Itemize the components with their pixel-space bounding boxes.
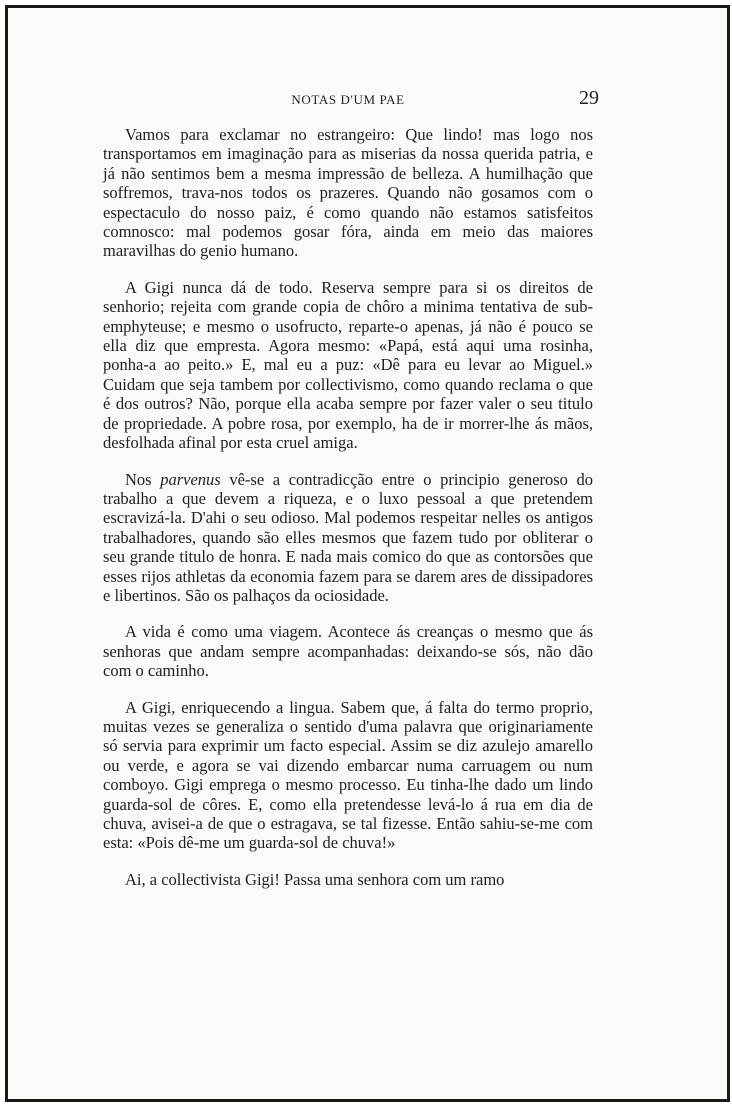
paragraph-1: Vamos para exclamar no estrangeiro: Que lindo! mas logo nos transportamos em imaginação para as miserias da nossa querida patria, e já não sentimos bem a mesma impressão de belleza. A humilhação que soffremos, trava-nos todos os prazeres. Quando não gosamos com o espectaculo do nosso paiz, é como quando não estamos satisfeitos comnosco: mal podemos gosar fóra, ainda em meio das maiores maravilhas do genio humano. xyxy=(103,125,593,261)
paragraph-3 xyxy=(103,470,593,606)
paragraph-6: Ai, a collectivista Gigi! Passa uma senhora com um ramo xyxy=(125,869,505,889)
page-number: 29 xyxy=(579,87,599,109)
running-head xyxy=(103,87,599,124)
paragraph-2: A Gigi nunca dá de todo. Reserva sempre para si os direitos de senhorio; rejeita com grande copia de chôro a minima tentativa de sub-emphyteuse; e mesmo o usofructo, reparte-o apenas, já não é pouco se ella diz que empresta. Agora mesmo: «Papá, está aqui uma rosinha, ponha-a ao peito.» E, mal eu a puz: «Dê para eu levar ao Miguel.» Cuidam que seja tambem por collectivismo, como quando reclama o que é dos outros? Não, porque ella acaba sempre por fazer valer o seu titulo de propriedade. A pobre rosa, por exemplo, ha de ir morrer-lhe ás mãos, desfolhada afinal por esta cruel amiga. xyxy=(103,277,593,453)
italic-term: parvenus xyxy=(160,469,221,489)
book-page xyxy=(103,87,599,889)
paragraph-3-prefix: Nos xyxy=(125,469,161,489)
paragraph-4: A vida é como uma viagem. Acontece ás creanças o mesmo que ás senhoras que andam sempre acompanhadas: deixando-se sós, não dão com o caminho. xyxy=(103,622,593,681)
page-frame xyxy=(5,5,730,1102)
running-title: NOTAS D'UM PAE xyxy=(291,92,405,107)
paragraph-5: A Gigi, enriquecendo a lingua. Sabem que, á falta do termo proprio, muitas vezes se generaliza o sentido d'uma palavra que originariamente só servia para exprimir um facto especial. Assim se diz azulejo amarello ou verde, e agora se vai dizendo embarcar numa carruagem ou num comboyo. Gigi emprega o mesmo processo. Eu tinha-lhe dado um lindo guarda-sol de côres. E, como ella pretendesse levá-lo á rua em dia de chuva, avisei-a de que o estragava, se tal fizesse. Então sahiu-se-me com esta: «Pois dê-me um guarda-sol de chuva!» xyxy=(103,697,593,853)
paragraph-3-text: vê-se a contradicção entre o principio generoso do trabalho a que devem a riqueza, e o luxo pessoal a que pretendem escravizá-la. D'ahi o seu odioso. Mal podemos respeitar nelles os antigos trabalhadores, quando são elles mesmos que fazem tudo por obliterar o seu grande titulo de honra. E nada mais comico do que as contorsões que esses rijos athletas da economia fazem para se darem ares de dissipadores e libertinos. São os palhaços da ociosidade. xyxy=(103,469,593,605)
